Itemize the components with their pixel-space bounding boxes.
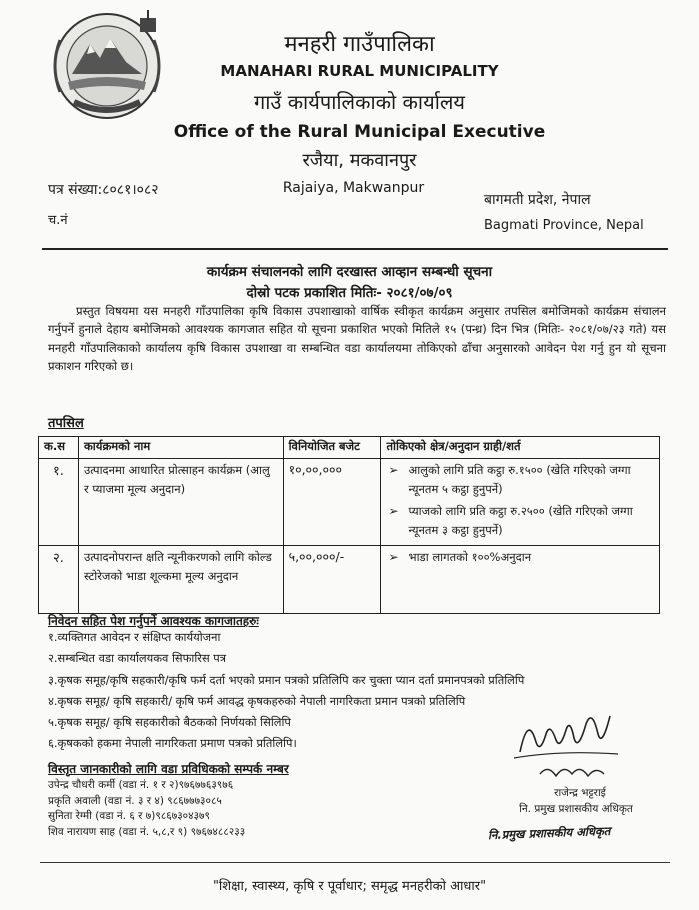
notice-body: प्रस्तुत विषयमा यस मनहरी गाँउपालिका कृषि विकास उपशाखाको वार्षिक स्वीकृत कार्यक्रम अनुसार तपसिल बमोजिमको कार्यक्रम संचालन गर्नुपर्ने हुनाले देहाय बमोजिमको आवश्यक कागजात सहित यो सूचना प्रकाशित भएको मितिले १५ (पन्ध्र) दिन भित्र (मितिः- २०८१/०७/२३ गते) यस मनहरी गाँउपालिकाको कार्यालय कृषि विकास उपशाखा वा सम्बन्धित वडा कार्यालयमा तोकिएको ढाँचा अनुसारको आवेदन पेश गर्नु हुन यो सूचना प्रकाशन गरिएको छ।	[48, 304, 666, 374]
signatory-title: नि. प्रमुख प्रशासकीय अधिकृत	[519, 803, 633, 815]
municipality-name-english: MANAHARI RURAL MUNICIPALITY	[220, 62, 499, 80]
row-serial: १.	[39, 459, 79, 546]
list-item: शिव नारायण साह (वडा नं. ५,८,र ९) ९७६७४८८२३३	[48, 825, 246, 838]
footer-divider	[40, 862, 670, 863]
handwritten-signature	[500, 694, 630, 784]
list-item: प्रकृति अवाली (वडा नं. ३ र ४) ९८६७७७३०८५	[48, 794, 222, 807]
condition-item	[386, 502, 654, 540]
header-serial: क.स	[39, 437, 79, 459]
row-program-name: उत्पादनमा आधारित प्रोत्साहन कार्यक्रम (आलु र प्याजमा मूल्य अनुदान)	[78, 459, 283, 546]
row-budget: ५,००,०००/-	[283, 546, 381, 614]
schedule-label: तपसिल	[48, 416, 84, 431]
office-name-english: Office of the Rural Municipal Executive	[173, 122, 546, 142]
required-documents-heading: निवेदन सहित पेश गर्नुपर्ने आवश्यक कागजातहरुः	[48, 614, 259, 628]
official-stamp: नि.प्रमुख प्रशासकीय अधिकृत	[487, 823, 611, 843]
list-item: ६.कृषकको हकमा नेपाली नागरिकता प्रमाण पत्रको प्रतिलिपि।	[48, 736, 297, 751]
header-program-name: कार्यक्रमको नाम	[78, 437, 283, 459]
notice-subtitle: दोस्रो पटक प्रकाशित मितिः- २०८१/०७/०९	[246, 285, 453, 301]
list-item: सुनिता रेग्मी (वडा नं. ६ र ७)९८६७३०४३७९	[48, 810, 210, 822]
list-item: उपेन्द्र चौधरी कर्मी (वडा नं. १ र २)९७६७७६३९७६	[48, 779, 234, 791]
arrow-bullet-icon: ➢	[388, 504, 399, 518]
signatory-name: राजेन्द्र भट्टराई	[554, 787, 606, 799]
header-budget: विनियोजित बजेट	[283, 437, 381, 459]
place-english: Rajaiya, Makwanpur	[282, 180, 425, 196]
notice-title: कार्यक्रम संचालनको लागि दरखास्त आव्हान सम्बन्धी सूचना	[206, 264, 493, 280]
table-header-row	[39, 437, 660, 459]
province-nepali: बागमती प्रदेश, नेपाल	[484, 192, 591, 208]
list-item: ५.कृषक समूह/ कृषि सहकारीको बैठकको निर्णयको सिलिपि	[48, 715, 291, 730]
dispatch-number: च.नं	[48, 213, 68, 228]
letter-number: पत्र संख्या:८०८१।०८२	[48, 182, 159, 198]
row-conditions	[381, 459, 660, 546]
condition-text: आलुको लागि प्रति कट्ठा रु.१५०० (खेति गरिएको जग्गा न्यूनतम ५ कट्ठा हुनुपर्ने)	[408, 463, 631, 496]
arrow-bullet-icon: ➢	[388, 463, 399, 477]
table-row	[39, 546, 660, 614]
list-item: ४.कृषक समूह/ कृषि सहकारी/ कृषि फर्म आवद्ध कृषकहरुको नेपाली नागरिकता प्रमान पत्रको प्रतिलिपि	[48, 693, 466, 708]
province-english: Bagmati Province, Nepal	[484, 218, 644, 233]
contacts-heading: विस्तृत जानकारीको लागि वडा प्रविधिकको सम्पर्क नम्बर	[48, 762, 289, 776]
contacts-list	[48, 778, 245, 840]
header-divider	[42, 248, 668, 250]
header-conditions: तोकिएको क्षेत्र/अनुदान ग्राही/शर्त	[381, 437, 660, 459]
place-nepali: रजैया, मकवानपुर	[302, 150, 417, 171]
condition-item	[386, 548, 654, 567]
footer-motto: "शिक्षा, स्वास्थ्य, कृषि र पूर्वाधार; समृद्ध मनहरीको आधार"	[212, 879, 487, 894]
list-item: ३.कृषक समूह/कृषि सहकारी/कृषि फर्म दर्ता भएको प्रमान पत्रको प्रतिलिपि कर चुक्ता प्यान दर्ता प्रमानपत्रको प्रतिलिपि	[48, 672, 525, 687]
row-program-name: उत्पादनोपरान्त क्षति न्यूनीकरणको लागि कोल्ड स्टोरेजको भाडा शूल्कमा मूल्य अनुदान	[78, 546, 283, 614]
municipality-name-nepali: मनहरी गाउँपालिका	[284, 32, 435, 57]
list-item: १.व्यक्तिगत आवेदन र संक्षिप्त कार्ययोजना	[48, 630, 221, 644]
condition-item	[386, 461, 654, 499]
row-conditions	[381, 546, 660, 614]
program-table	[38, 436, 660, 614]
list-item: २.सम्बन्धित वडा कार्यालयकव सिफारिस पत्र	[48, 651, 227, 666]
row-budget: १०,००,०००	[283, 459, 381, 546]
row-serial: २.	[39, 546, 79, 614]
condition-text: भाडा लागतको १००%अनुदान	[408, 550, 532, 564]
arrow-bullet-icon: ➢	[388, 550, 399, 564]
condition-text: प्याजको लागि प्रति कट्ठा रु.२५०० (खेति गरिएको जग्गा न्यूनतम ३ कट्ठा हुनुपर्ने)	[408, 504, 633, 537]
office-name-nepali: गाउँ कार्यपालिकाको कार्यालय	[253, 90, 466, 114]
table-row	[39, 459, 660, 546]
